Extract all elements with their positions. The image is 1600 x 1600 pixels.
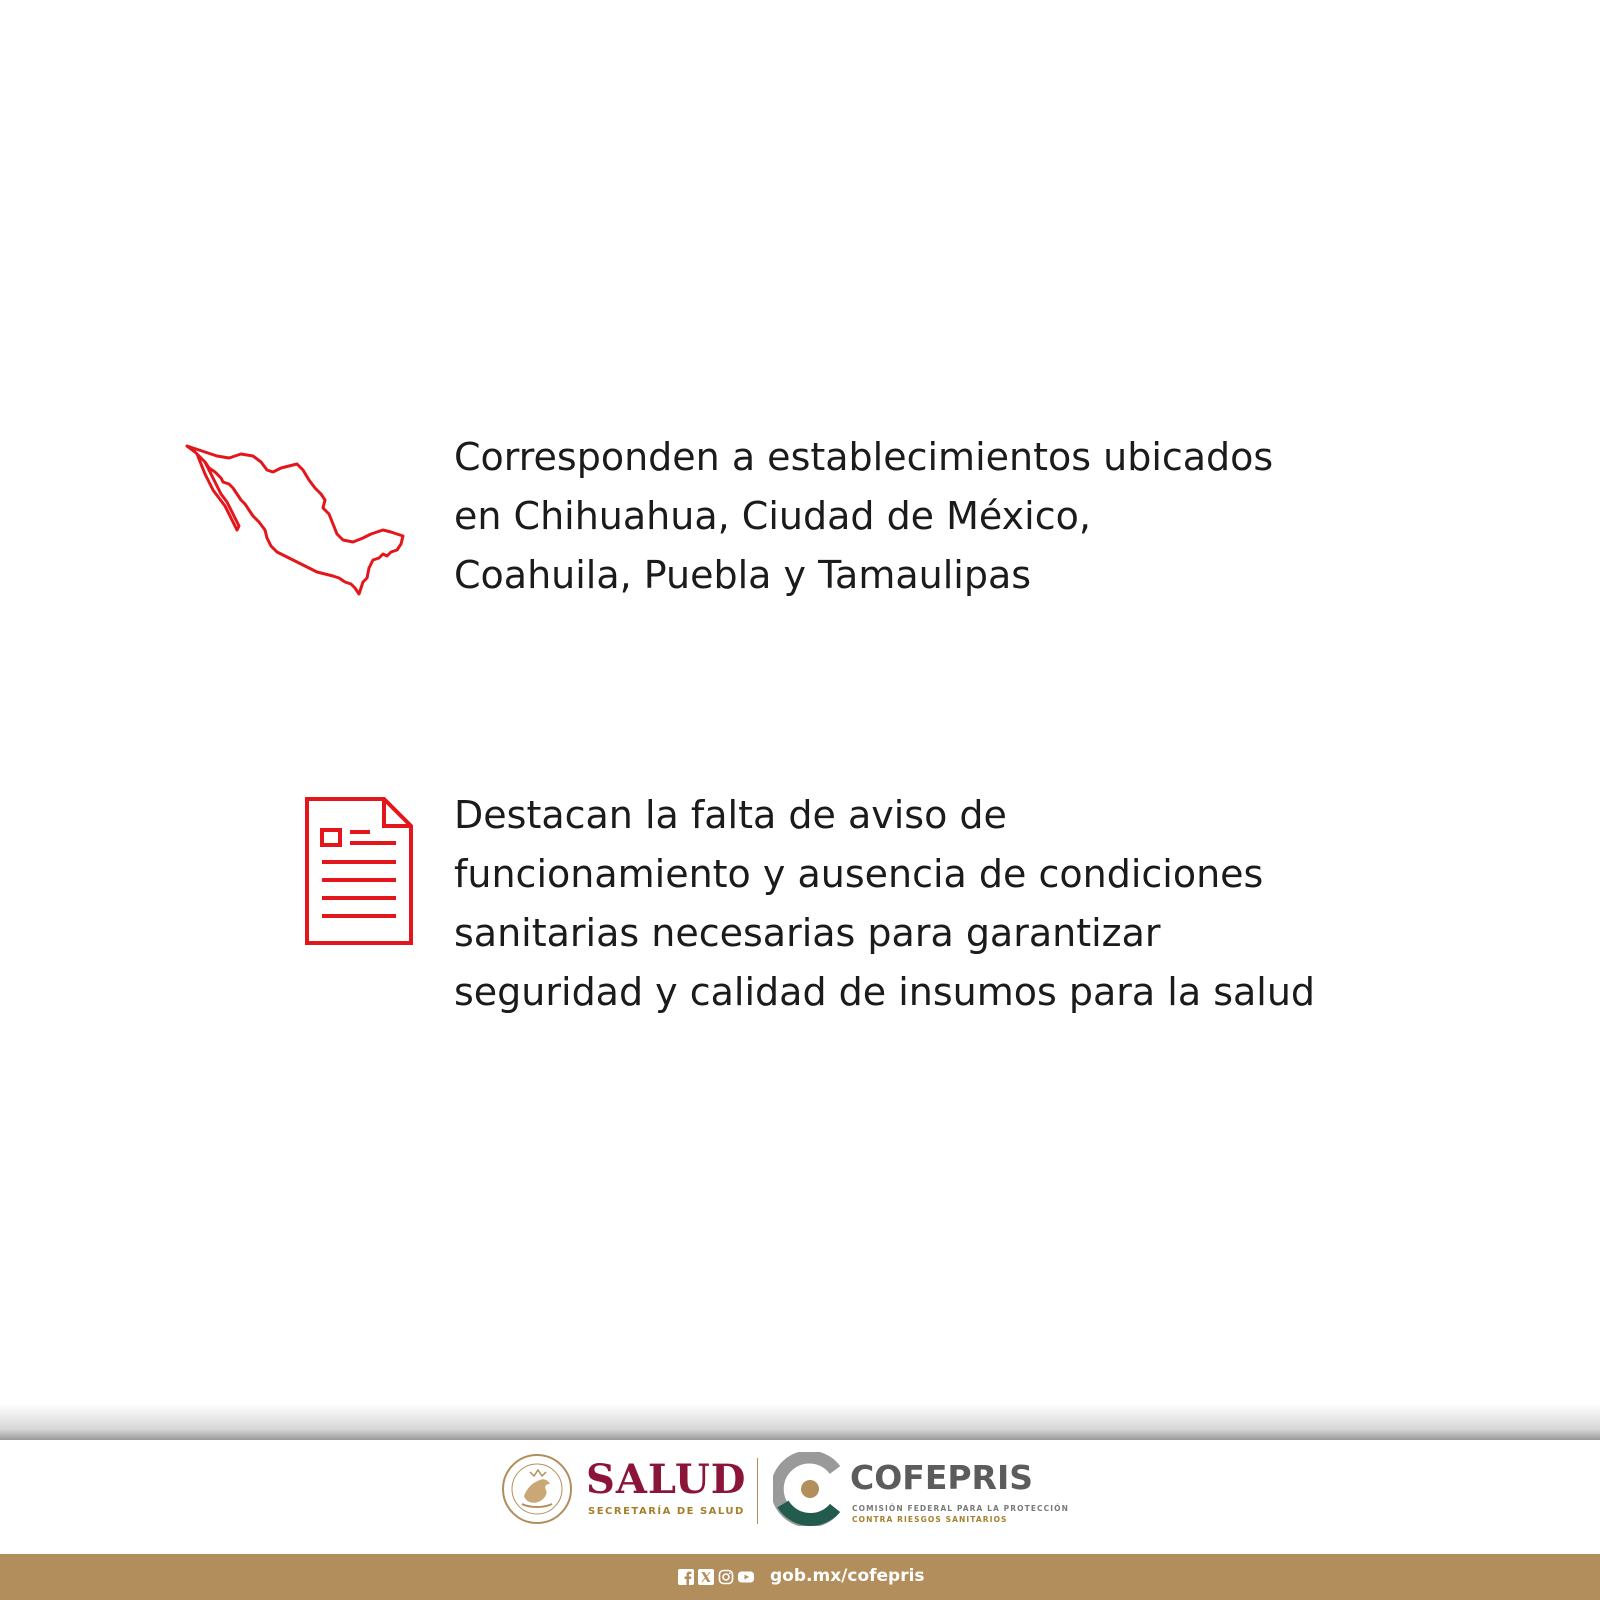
mexico-map-icon (183, 442, 413, 600)
cofepris-logo-icon (773, 1452, 845, 1526)
x-icon[interactable] (698, 1569, 714, 1585)
salud-title: SALUD (586, 1456, 747, 1503)
locations-line-1: Corresponden a establecimientos ubicados (454, 435, 1274, 479)
facebook-icon[interactable] (678, 1569, 694, 1585)
findings-text (454, 786, 1454, 1022)
locations-line-3: Coahuila, Puebla y Tamaulipas (454, 553, 1032, 597)
bottom-bar (0, 1554, 1600, 1600)
footer-logos (0, 1440, 1600, 1554)
salud-subtitle: SECRETARÍA DE SALUD (588, 1506, 745, 1517)
findings-line-4: seguridad y calidad de insumos para la salud (454, 970, 1316, 1014)
youtube-icon[interactable] (738, 1569, 754, 1585)
document-icon (304, 796, 414, 946)
instagram-icon[interactable] (718, 1569, 734, 1585)
locations-line-2: en Chihuahua, Ciudad de México, (454, 494, 1091, 538)
locations-text (454, 428, 1454, 605)
website-link[interactable]: gob.mx/cofepris (770, 1566, 925, 1586)
findings-line-2: funcionamiento y ausencia de condiciones (454, 852, 1264, 896)
footer-shadow (0, 1404, 1600, 1440)
social-icons (678, 1568, 754, 1586)
cofepris-subtitle-1: COMISIÓN FEDERAL PARA LA PROTECCIÓN (852, 1504, 1069, 1513)
findings-line-3: sanitarias necesarias para garantizar (454, 911, 1161, 955)
logo-divider (757, 1458, 758, 1524)
cofepris-subtitle-2: CONTRA RIESGOS SANITARIOS (852, 1515, 1008, 1524)
cofepris-title: COFEPRIS (850, 1458, 1033, 1497)
mexico-seal-icon (500, 1452, 574, 1526)
findings-line-1: Destacan la falta de aviso de (454, 793, 1007, 837)
